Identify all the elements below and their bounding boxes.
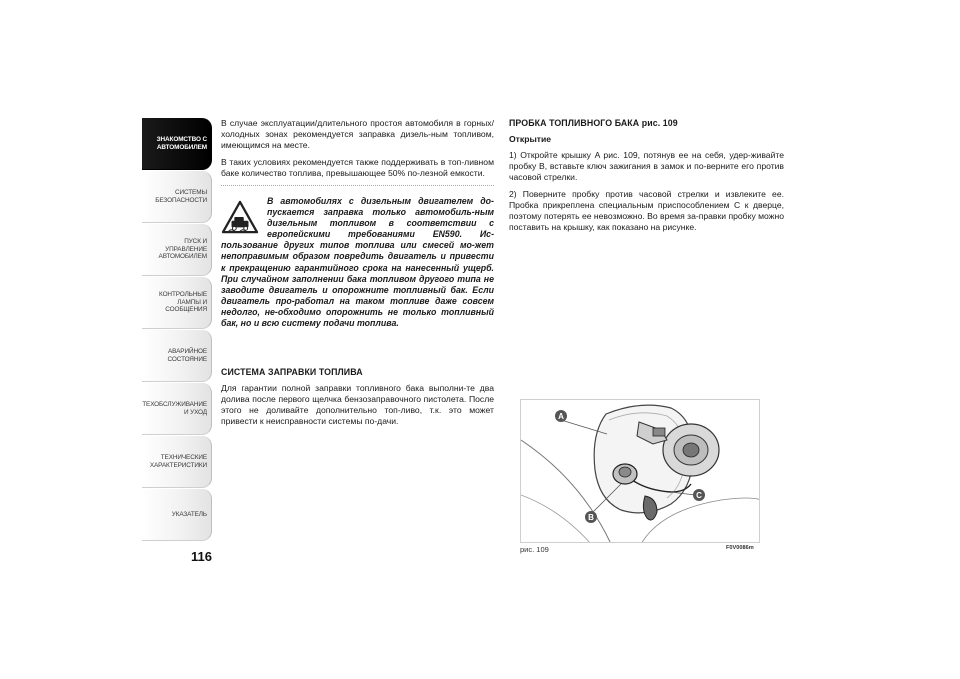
- paragraph-refuel: Для гарантии полной заправки топливного бака выполни-те два долива после первого щелчка бензозаправочного пистолета. После этого не доливайте дополнительно топ-ливо, т.к. это может привести к неисправности системы по-дачи.: [221, 383, 494, 427]
- chapter-tab-label: ПУСК И УПРАВЛЕНИЕ АВТОМОБИЛЕМ: [158, 238, 207, 261]
- left-column: [221, 118, 494, 433]
- warning-triangle-icon: [221, 200, 259, 234]
- label-c-marker: [693, 489, 705, 501]
- label-b-marker: [585, 511, 597, 523]
- chapter-tab-6[interactable]: [142, 436, 212, 488]
- figure-caption: рис. 109: [520, 545, 549, 554]
- chapter-tab-3[interactable]: [142, 277, 212, 329]
- chapter-tab-label: АВАРИЙНОЕ СОСТОЯНИЕ: [167, 348, 207, 363]
- warning-block: [221, 196, 494, 329]
- chapter-tab-label: ЗНАКОМСТВО С АВТОМОБИЛЕМ: [156, 136, 207, 151]
- chapter-tab-2[interactable]: [142, 224, 212, 276]
- chapter-tab-7[interactable]: [142, 489, 212, 541]
- figure-code: F0V0086m: [726, 545, 754, 551]
- chapter-tab-label: ТЕХОБСЛУЖИВАНИЕ И УХОД: [142, 401, 207, 416]
- opening-subheading: Открытие: [509, 134, 552, 144]
- right-column: [509, 118, 784, 239]
- paragraph-mountain-zones: В случае эксплуатации/длительного простоя автомобиля в горных/холодных зонах рекомендуется заправка дизель-ным топливом, имеющимся на месте.: [221, 118, 494, 150]
- label-a: A: [558, 412, 564, 421]
- label-a-marker: [555, 410, 567, 422]
- chapter-tab-label: УКАЗАТЕЛЬ: [171, 510, 207, 518]
- chapter-tab-5[interactable]: [142, 383, 212, 435]
- label-c: C: [696, 491, 702, 500]
- page-number: 116: [191, 549, 212, 564]
- label-b: B: [588, 513, 594, 522]
- chapter-tab-4[interactable]: [142, 330, 212, 382]
- step-1: 1) Откройте крышку A рис. 109, потянув ее на себя, удер-живайте пробку B, вставьте ключ зажигания в замок и по-верните его против часовой стрелки.: [509, 150, 784, 182]
- chapter-tabs: [142, 118, 212, 542]
- fuel-cap-heading: ПРОБКА ТОПЛИВНОГО БАКА рис. 109: [509, 118, 678, 128]
- figure-fuel-cap: [520, 399, 760, 543]
- chapter-tab-1[interactable]: [142, 171, 212, 223]
- step-2: 2) Поверните пробку против часовой стрелки и извлеките ее. Пробка прикреплена специальным приспособлением C к дверце, поэтому потерять ее невозможно. Во время за-правки пробку можно поставить на крышку, как показано на рисунке.: [509, 189, 784, 232]
- chapter-tab-label: КОНТРОЛЬНЫЕ ЛАМПЫ И СООБЩЕНИЯ: [159, 291, 207, 314]
- section-heading: СИСТЕМА ЗАПРАВКИ ТОПЛИВА: [221, 367, 363, 378]
- paragraph-fuel-level: В таких условиях рекомендуется также поддерживать в топ-ливном баке количество топлива, превышающее 50% по-лезной емкости.: [221, 157, 494, 178]
- chapter-tab-label: СИСТЕМЫ БЕЗОПАСНОСТИ: [155, 189, 207, 204]
- warning-text: В автомобилях с дизельным двигателем до-пускается заправка только автомобиль-ным дизельным топливом в соответствии с европейскими требованиями EN590. Ис-пользование других типов топлива или смесей мо-жет непоправимым образом повредить двигатель и привести к прекращению гарантийного срока на нанесенный ущерб. При случайном заполнении бака топливом другого типа не заводите двигатель и опорожните топливный бак. Если двигатель про-работал на таком топливе даже совсем недолго, не-обходимо опорожнить не только топливный бак, но и всю систему подачи топлива.: [221, 196, 494, 329]
- chapter-tab-0[interactable]: [142, 118, 212, 170]
- fuel-cap-illustration: [521, 400, 760, 543]
- divider: [221, 185, 494, 186]
- chapter-tab-label: ТЕХНИЧЕСКИЕ ХАРАКТЕРИСТИКИ: [149, 454, 207, 469]
